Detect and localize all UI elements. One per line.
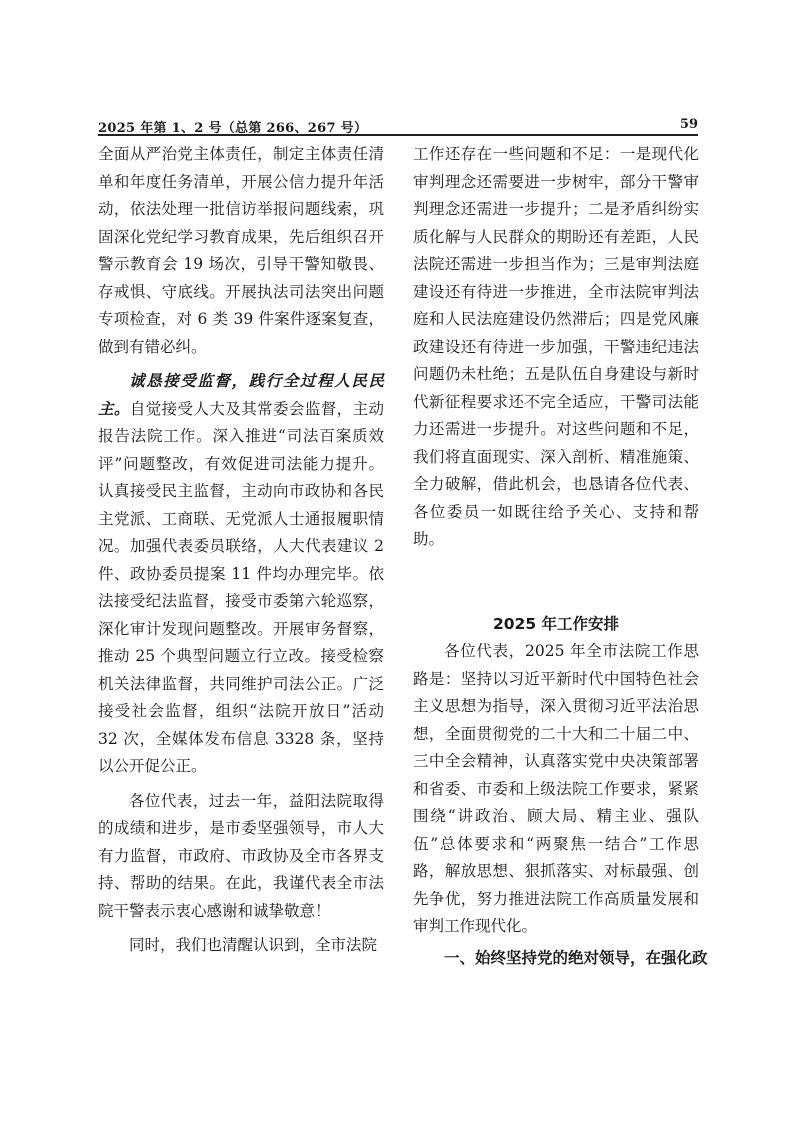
paragraph-body-supervision: 自觉接受人大及其常委会监督，主动报告法院工作。深入推进“司法百案质效评”问题整改，有效促进司法能力提升。认真接受民主监督，主动向市政协和各民主党派、工商联、无党派人士通报履职情况。加强代表委员联络，人大代表建议 2 件、政协委员提案 11 件均办理完毕。依法接受纪法监督，接受市委第六轮巡察，深化审计发现问题整改。开展审务督察，推动 25 个典型问题立行立改。接受检察机关法律监督，共同维护司法公正。广泛接受社会监督，组织“法院开放日”活动 32 次，全媒体发布信息 3328 条，坚持以公开促公正。 bbox=[98, 399, 384, 775]
issue-label: 2025 年第 1、2 号（总第 266、267 号） bbox=[98, 121, 368, 136]
paragraph-work-plan: 各位代表，2025 年全市法院工作思路是：坚持以习近平新时代中国特色社会主义思想为指导，深入贯彻习近平法治思想，全面贯彻党的二十大和二十届二中、三中全会精神，认真落实党中央决策部署和省委、市委和上级法院工作要求，紧紧围绕“讲政治、顾大局、精主业、强队伍”总体要求和“两聚焦一结合”工作思路，解放思想、狠抓落实、对标最强、创先争优，努力推进法院工作高质量发展和审判工作现代化。 bbox=[413, 642, 699, 935]
page-number: 59 bbox=[679, 117, 698, 132]
paragraph-thanks: 各位代表，过去一年，益阳法院取得的成绩和进步，是市委坚强领导，市人大有力监督，市政府、市政协及全市各界支持、帮助的结果。在此，我谨代表全市法院干警表示衷心感谢和诚挚敬意！ bbox=[98, 791, 384, 920]
paragraph-lead-supervision: 诚恳接受监督，践行全过程人民民主。 bbox=[98, 372, 384, 418]
paragraph-problems: 工作还存在一些问题和不足：一是现代化审判理念还需要进一步树牢，部分干警审判理念还需进一步提升；二是矛盾纠纷实质化解与人民群众的期盼还有差距，人民法院还需进一步担当作为；三是审判法庭建设还有待进一步推进，全市法院审判法庭和人民法庭建设仍然滞后；四是党风廉政建设还有待进一步加强，干警违纪违法问题仍未杜绝；五是队伍自身建设与新时代新征程要求还不完全适应，干警司法能力还需进一步提升。对这些问题和不足，我们将直面现实、深入剖析、精准施策、全力破解，借此机会，也恳请各位代表、各位委员一如既往给予关心、支持和帮助。 bbox=[413, 145, 699, 548]
paragraph-supervision bbox=[98, 368, 384, 781]
heading-first-point: 一、始终坚持党的绝对领导，在强化政 bbox=[444, 948, 708, 967]
header-rule bbox=[98, 134, 698, 136]
paragraph-party-discipline: 全面从严治党主体责任，制定主体责任清单和年度任务清单，开展公信力提升年活动，依法处理一批信访举报问题线索，巩固深化党纪学习教育成果，先后组织召开警示教育会 19 场次，引导干警知敬畏、存戒惧、守底线。开展执法司法突出问题专项检查，对 6 类 39 件案件逐案复查，做到有错必纠。 bbox=[98, 145, 384, 356]
running-header bbox=[98, 117, 698, 136]
paragraph-problems-start: 同时，我们也清醒认识到，全市法院 bbox=[129, 936, 378, 954]
section-title: 2025 年工作安排 bbox=[492, 614, 620, 633]
left-column bbox=[98, 141, 384, 960]
right-column bbox=[413, 141, 708, 972]
